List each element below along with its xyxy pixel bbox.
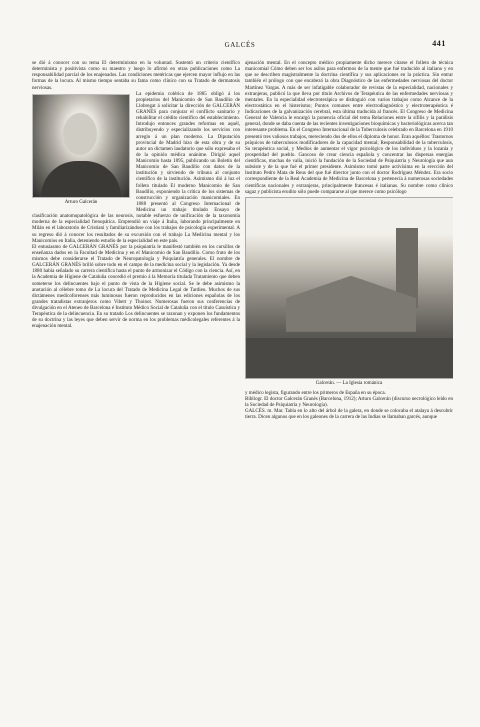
right-column [245,60,453,710]
bibliography: Bibliogr. El doctor Galcerán Granés (Barcelona, 1912); Arturo Galcerán (discurso necrológico leído en la Sociedad de Psiquiatría y Neurología). [245,396,453,409]
right-para-3 [245,396,453,408]
figure-caption: Galcerán. — La Iglesia románica [315,380,383,386]
left-text-2: La epidemia colérica de 1885 obligó á los propietarios del Manicomio de San Baudilio de Llobregat á solicitar la dirección de GALCERÁN GRANÉS para conjurar el conflicto sanitario y rehabilitar el crédito científico del establecimiento. Introdujo entonces grandes reformas en aquél, distribuyendo y especializando los servicios con arreglo á un plan moderno. La Diputación provincial de Madrid hizo de esta obra y de su autor un dictamen laudatorio que sólo expresaba el de la opinión médica unánime. Dirigió aquel Manicomio hasta 1895, publicando un Boletín del Manicomio de San Baudilio con datos de la institución y sirviendo de tribuna al conjunto científico de la institución. Asimismo dió á luz el folleto titulado El moderno Manicomio de San Baudilio, exponiendo la crítica de los sistemas de construcción y organización manicomiales. En 1888 presentó al Congreso Internacional de Medicina un trabajo titulado Ensayo de clasificación anatomopatológica de las neurosis, notable esfuerzo de unificación de la taxonomía moderna de la especialidad frenopática. Emprendió un viaje á Italia, laborando principalmente en Milán en el laboratorio de Cristiani y familiarizándose con los trabajos de psicología experimental. A su regreso dió á conocer los resultados de su excursión con el trabajo La Medicina mental y los Manicomios en Italia, deteniendo estudio de la especialidad en este país. [32,90,240,244]
left-text-1: se dió á conocer con su tema El determinismo en la voluntad. Sustentó un criterio científico determinista y positivista como su maestro y luego lo afirmó en otras publicaciones como La responsabilidad parcial de los enajenados. Las condiciones metéricas que ejercen mayor influjo en las formas de la locura. Al mismo tiempo sentaba su fama como clínico con su Tratado de dermatosis nerviosas. [32,60,240,91]
right-para-1 [245,60,453,195]
church-figure [245,197,453,387]
left-para-1 [32,60,240,91]
church-image [245,197,453,379]
portrait-image [32,94,130,198]
left-para-3 [32,244,240,330]
entry-galces: GALCÉS. m. Mar. Tabla en lo alto del árbol de la galera, en donde se colocaba el atalaya á descubrir tierra. Dicen algunos que en los galeones de la carrera de las Indias se llamaban garcés, aunque [245,408,453,421]
left-text-3: El entusiasmo de GALCERÁN GRANÉS por la psiquiatría le manifestó también en los cursillos de enseñanza dados en la Facultad de Medicina y en el Manicomio de San Baudilio. Como fruto de los mismos debe considerarse el Tratado de Neuropatología y Psiquiatría generales. El nombre de GALCERÁN GRANÉS brilló sobre todo en el campo de la medicina social y la legislación. Ya desde 1880 había señalado su carrera científica hasta el punto de armonizar el Código con la ciencia. Así, en la Academia de Higiene de Cataluña concedió el premio á la Memoria titulada Tratamiento que deben someterse los delincuentes bajo el punto de vista de la Higiene social. Se le debe asimismo la anotación al célebre tomo de La locura del Tratado de Medicina Legal de Tardieu. Muchos de sus dictámenes medicoforenses más luminosos fueron reproducidos en las ediciones españolas de los grandes tratadistas extranjeros como Vibert y Thoinot. Numerosas fueron sus conferencias de divulgación en el Ateneo de Barcelona é Instituto Médico Social de Cataluña con el título Casuística y Terapéutica de la delincuencia. En su tratado Los delincuentes se razonan y exponen los fundamentos de su doctrina y las leyes que deben servir de norma en los problemas médicolegales referentes á la enajenación mental. [32,243,240,330]
right-text-1: ajenación mental. En el concepto médico propiamente dicho merece citarse el folleto de técnica manicomial Cómo deben ser los asilos para enfermos de la mente que fué traducido al italiano y en que se describen magistralmente la doctrina científica y sus aplicaciones en la práctica. Sin entrar también el prólogo con que encabezó la obra Diagnóstico de las enfermedades nerviosas del doctor Martínez Vargas. A más de ser infatigable colaborador de revistas de la especialidad, nacionales y extranjeras, publicó la que lleva por título Archivos de Terapéutica de las enfermedades nerviosas y mentales. En la especialidad electroterápica se distinguió con varios trabajos como Alcance de la electrostática en el histerismo; Puntos comunes entre electrodiagnóstico y electroterapéutica é Indicaciones de la galvanización cerebral, esta última traducida al francés. El Congreso de Medicina General de Valencia le encargó la ponencia oficial del tema Relaciones entre la sífilis y la parálisis general, donde se daba cuenta de las recientes investigaciones bioquímicas y bacteriológicas acerca tan interesante problema. En el Congreso Internacional de la Tuberculosis celebrado en Barcelona en 1910 presentó tres valiosos trabajos, mereciendo dos de ellos el diploma de honor. Eran aquéllos: Trastornos psíquicos de tuberculosos modificadores de la capacidad mental; Responsabilidad de la tuberculosis, Su terapéutica social, y Medios de aumentar el vigor psicológico de los individuos y la lozanía y prosperidad del pueblo. Gancoso de crear ciencia española y concentrar las dispersas energías científicas, muchas de valía, inició la fundación de la Sociedad de Psiquiatría y Neurología que aun subsiste y de la que fué el primer presidente. Asimismo tomó parte activísima en la erección del Instituto Pedro Mata de Reus del que fué director junto con el doctor Rodríguez Méndez. Era socio correspondiente de la Real Academia de Medicina de Barcelona y pertenecía á numerosas sociedades científicas nacionales y extranjeras, principalmente francesas é italianas. Su nombre como clínico sagaz y publicista erudito sólo puede compararse al que merece como psicólogo [245,60,453,195]
portrait-caption: Arturo Galcerán [64,199,98,205]
page-header [30,41,450,53]
right-para-4 [245,408,453,420]
left-column [32,60,240,710]
page-number: 441 [432,39,446,48]
portrait-photo [32,94,130,206]
right-text-2: y médico legista, figurando entre los primeros de España en su época. [245,389,386,396]
running-title: GALCÉS [224,41,256,49]
